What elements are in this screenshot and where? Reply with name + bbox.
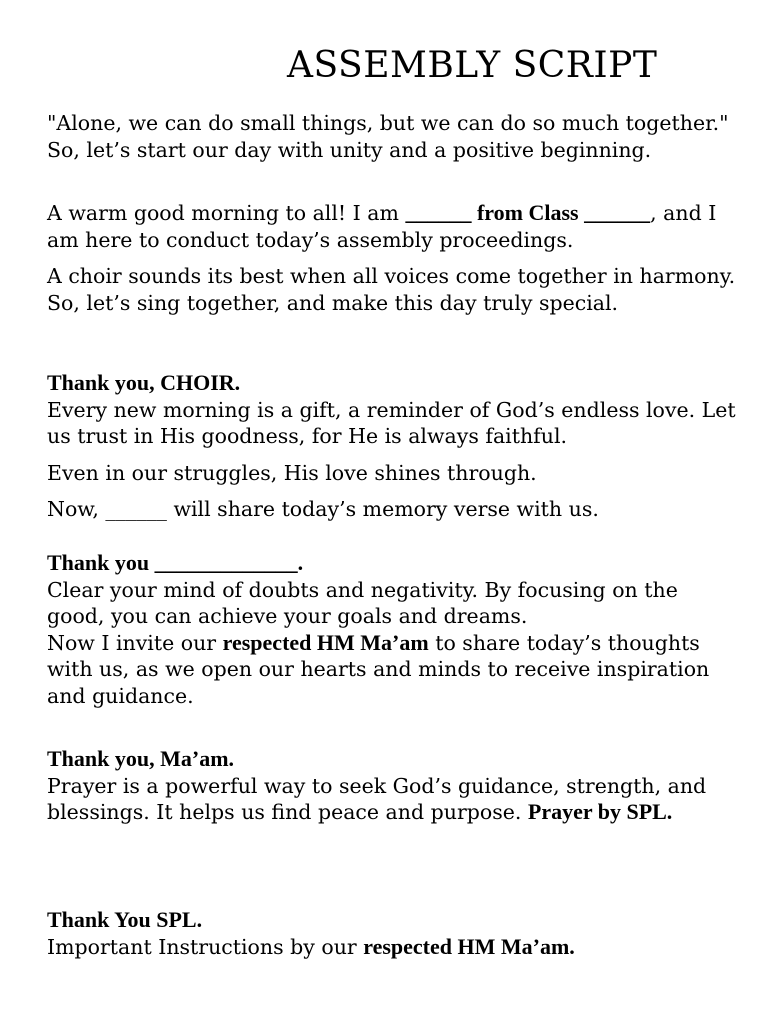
thank-maam-section (47, 746, 737, 826)
prayer-text (47, 773, 737, 826)
thank-verse-section (47, 550, 737, 710)
instructions-text-start: Important Instructions by our (47, 934, 364, 959)
greeting-paragraph (47, 200, 737, 253)
thank-choir-heading: Thank you, CHOIR. (47, 370, 241, 395)
invite-text-start: Now I invite our (47, 630, 223, 655)
thank-spl-heading: Thank You SPL. (47, 907, 203, 932)
struggles-paragraph: Even in our struggles, His love shines through. (47, 461, 537, 485)
morning-gift-text: Every new morning is a gift, a reminder of God’s endless love. Let us trust in His goodness, for He is always faithful. (47, 397, 736, 449)
respected-hm-label: respected HM Ma’am (222, 629, 429, 655)
thank-spl-section (47, 907, 737, 960)
invite-text-end: to share today’s thoughts with us, as we open our hearts and minds to receive inspiration and guidance. (47, 630, 710, 708)
name-class-blank: ______ from Class ______ (405, 200, 651, 225)
prayer-text-body: Prayer is a powerful way to seek God’s guidance, strength, and blessings. It helps us find peace and purpose. (47, 773, 707, 825)
clear-mind-text: Clear your mind of doubts and negativity. By focusing on the good, you can achieve your goals and dreams. (47, 577, 678, 629)
instructions-text (47, 934, 737, 961)
thank-choir-section (47, 370, 737, 450)
choir-paragraph: A choir sounds its best when all voices come together in harmony. So, let’s sing together, and make this day truly special. (47, 264, 736, 315)
greeting-text: A warm good morning to all! I am (47, 201, 406, 225)
thank-verse-heading: Thank you _____________. (47, 550, 304, 575)
thank-maam-heading: Thank you, Ma’am. (47, 746, 235, 771)
invite-hm-text (47, 630, 737, 710)
prayer-by-spl-label: Prayer by SPL. (527, 799, 673, 825)
document-title: ASSEMBLY SCRIPT (287, 45, 658, 86)
memory-verse-paragraph: Now, ______ will share today’s memory verse with us. (47, 497, 599, 521)
greeting-text-end: , and I am here to conduct today’s assembly proceedings. (47, 201, 717, 252)
opening-quote-paragraph: "Alone, we can do small things, but we can do so much together." So, let’s start our day with unity and a positive beginning. (47, 111, 729, 162)
respected-hm-instructions-label: respected HM Ma’am. (363, 933, 575, 959)
